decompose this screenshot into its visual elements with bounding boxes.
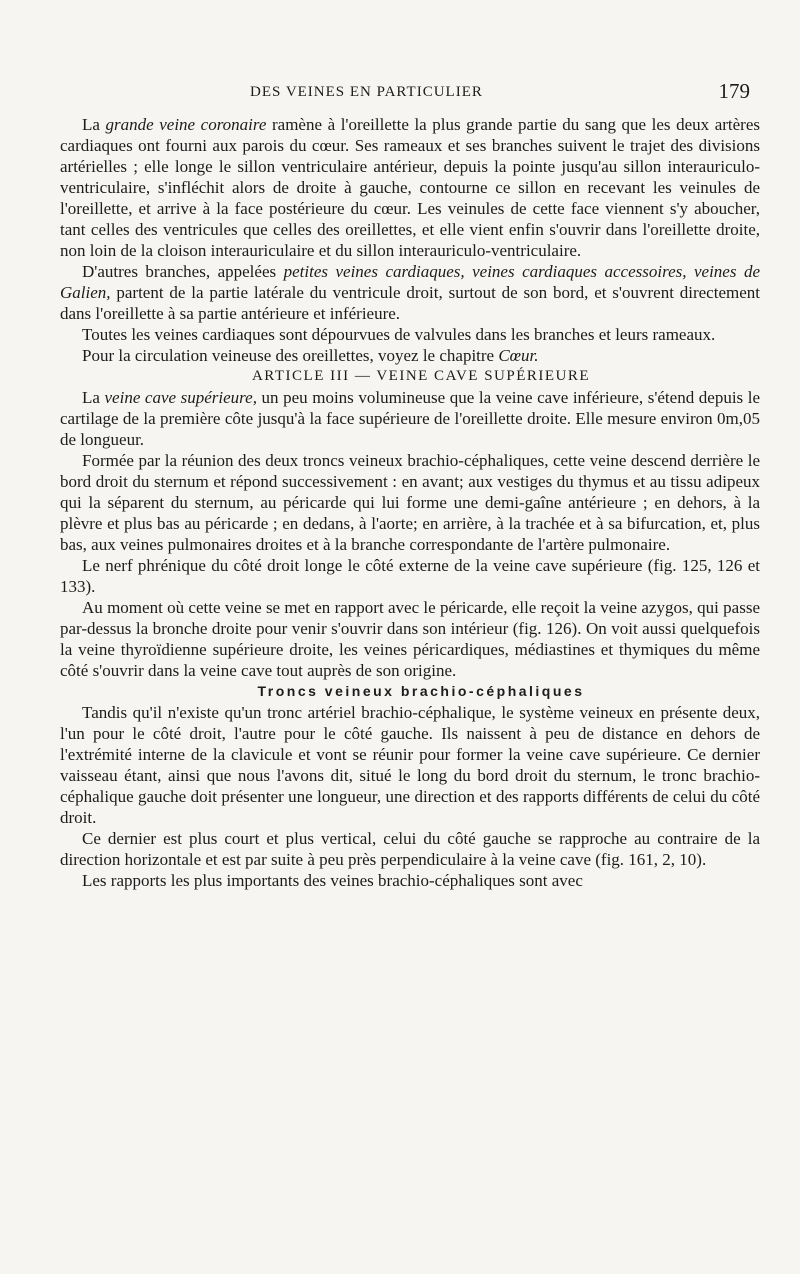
paragraph-veine-cave bbox=[60, 387, 760, 450]
italic-term: petites veines cardiaques, veines cardiaques accessoires, veines de Galien, bbox=[60, 262, 760, 302]
text-run: La bbox=[82, 388, 105, 407]
italic-term: veine cave supérieure, bbox=[104, 388, 257, 407]
paragraph-rapports: Les rapports les plus importants des veines brachio-céphaliques sont avec bbox=[82, 871, 583, 890]
running-title: DES VEINES EN PARTICULIER bbox=[250, 84, 483, 100]
paragraph-circulation bbox=[60, 345, 760, 366]
paragraph-azygos: Au moment où cette veine se met en rapport avec le péricarde, elle reçoit la veine azygos, qui passe par-dessus la bronche droite pour venir s'ouvrir dans son intérieur (fig. 126). On voit aussi quelquefois la veine thyroïdienne supérieure droite, les veines péricardiques, médiastines et thymiques du même côté s'ouvrir dans la veine cave tout auprès de son origine. bbox=[60, 598, 760, 680]
text-run: ramène à l'oreillette la plus grande partie du sang que les deux artères cardiaques ont fourni aux parois du cœur. Ses rameaux et ses branches suivent le trajet des divisions artérielles ; elle longe le sillon ventriculaire antérieur, depuis la pointe jusqu'au sillon interauriculo-ventriculaire, s'infléchit alors de droite à gauche, contourne ce sillon en recevant les veinules de l'oreillette, et arrive à la face postérieure du cœur. Les veinules de cette face viennent s'y aboucher, tant celles des ventricules que celles des oreillettes, et elle vient enfin s'ouvrir dans l'oreillette droite, non loin de la cloison interauriculaire et du sillon interauriculo-ventriculaire. bbox=[60, 115, 760, 260]
page-number: 179 bbox=[718, 79, 750, 103]
paragraph-tandis: Tandis qu'il n'existe qu'un tronc artériel brachio-céphalique, le système veineux en présente deux, l'un pour le côté droit, l'autre pour le côté gauche. Ils naissent à peu de distance en dehors de l'extrémité interne de la clavicule et vont se réunir pour former la veine cave supérieure. Ce dernier vaisseau étant, ainsi que nous l'avons dit, situé le long du bord droit du sternum, le tronc brachio-céphalique gauche doit présenter une longueur, une direction et des rapports différents de celui du côté droit. bbox=[60, 703, 760, 827]
text-run: Pour la circulation veineuse des oreillettes, voyez le chapitre bbox=[82, 346, 499, 365]
text-run: La bbox=[82, 115, 106, 134]
paragraph-petites-veines bbox=[60, 261, 760, 324]
text-run: partent de la partie latérale du ventricule droit, surtout de son bord, et s'ouvrent directement dans l'oreillette à sa partie antérieure et inférieure. bbox=[60, 283, 760, 323]
article-heading: ARTICLE III — VEINE CAVE SUPÉRIEURE bbox=[251, 368, 591, 384]
text-run: D'autres branches, appelées bbox=[82, 262, 284, 281]
section-subheading: Troncs veineux brachio-céphaliques bbox=[257, 683, 585, 699]
italic-term: Cœur. bbox=[498, 346, 539, 365]
paragraph-formee: Formée par la réunion des deux troncs veineux brachio-céphaliques, cette veine descend derrière le bord droit du sternum et répond successivement : en avant; aux vestiges du thymus et au tissu adipeux qui la séparent du sternum, au péricarde qui lui forme une demi-gaîne antérieure ; en dehors, à la plèvre et plus bas au péricarde ; en dedans, à l'aorte; en arrière, à la trachée et à sa bifurcation, et, plus bas, aux veines pulmonaires droites et à la branche correspondante de l'artère pulmonaire. bbox=[60, 451, 760, 554]
paragraph-nerf-phrenique: Le nerf phrénique du côté droit longe le côté externe de la veine cave supérieure (fig. 125, 126 et 133). bbox=[60, 556, 760, 596]
paragraph-valvules: Toutes les veines cardiaques sont dépourvues de valvules dans les branches et leurs rameaux. bbox=[82, 325, 716, 344]
page-body bbox=[60, 114, 760, 891]
text-run: un peu moins volumineuse que la veine cave inférieure, s'étend depuis le cartilage de la première côte jusqu'à la face supérieure de l'oreillette droite. Elle mesure environ 0m,05 de longueur. bbox=[60, 388, 760, 449]
paragraph-grande-veine-coronaire bbox=[60, 114, 760, 261]
paragraph-ce-dernier: Ce dernier est plus court et plus vertical, celui du côté gauche se rapproche au contraire de la direction horizontale et est par suite à peu près perpendiculaire à la veine cave (fig. 161, 2, 10). bbox=[60, 829, 760, 869]
italic-term: grande veine coronaire bbox=[105, 115, 267, 134]
